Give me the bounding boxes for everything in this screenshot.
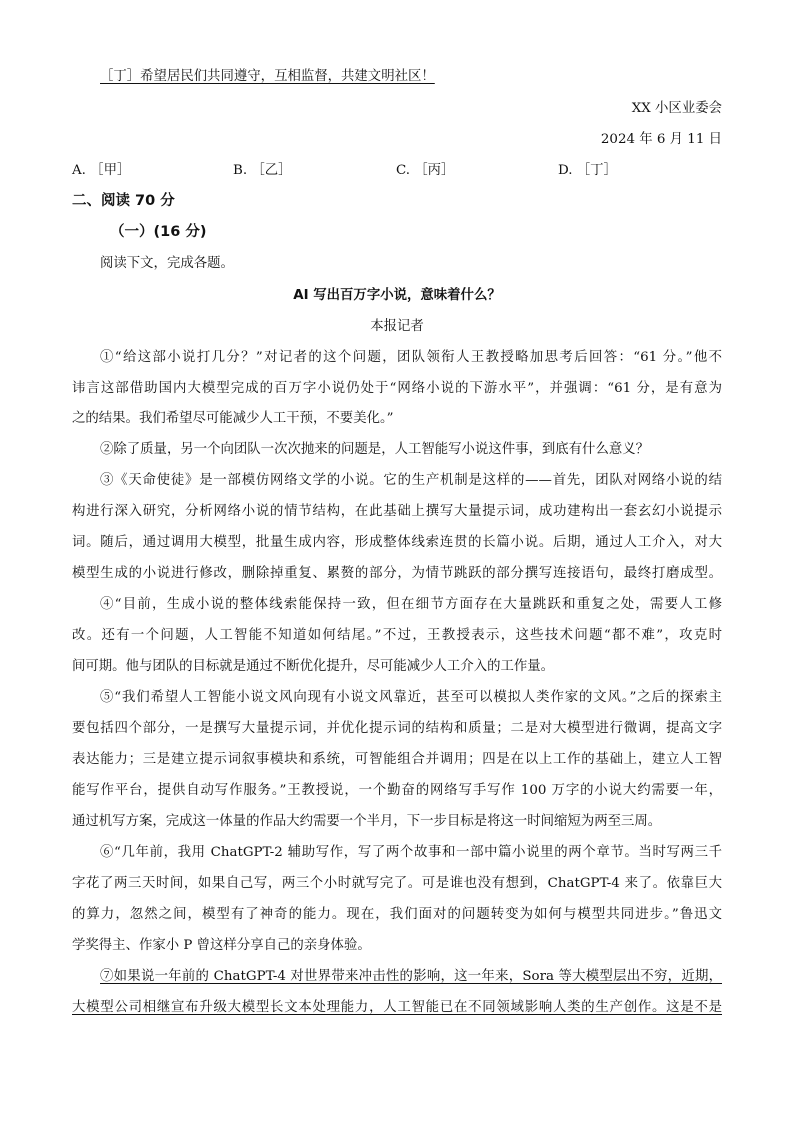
article-line: 间可期。他与团队的目标就是通过不断优化提升，尽可能减少人工介入的工作量。 [72,659,555,674]
notice-signature: XX 小区业委会 [631,101,722,116]
article-line: ③《天命使徒》是一部模仿网络文学的小说。它的生产机制是这样的——首先，团队对网络小说的结 [100,473,722,488]
article-line: 词。随后，通过调用大模型，批量生成内容，形成整体线索连贯的长篇小说。后期，通过人工介入，对大 [72,535,722,550]
article-line: 能写作平台，提供自动写作服务。”王教授说，一个勤奋的网络写手写作 100 万字的小说大约需要一年， [72,783,722,798]
article-line: 表达能力；三是建立提示词叙事模块和系统，可智能组合并调用；四是在以上工作的基础上，建立人工智 [72,752,722,767]
article-line: 字花了两三天时间，如果自己写，两三个小时就写完了。可是谁也没有想到，ChatGPT-4 来了。依靠巨大 [72,876,722,891]
option-a: A. ［甲］ [72,163,131,178]
section-instruction: 阅读下文，完成各题。 [100,256,234,271]
notice-date: 2024 年 6 月 11 日 [600,132,722,147]
article-line: 模型生成的小说进行修改，删除掉重复、累赘的部分，为情节跳跃的部分撰写连接语句，最终打磨成型。 [72,566,722,581]
article-line: ②除了质量，另一个向团队一次次抛来的问题是，人工智能写小说这件事，到底有什么意义？ [100,442,650,457]
article-line: 要包括四个部分，一是撰写大量提示词，并优化提示词的结构和质量；二是对大模型进行微调，提高文字 [72,721,722,736]
article-line: 构进行深入研究，分析网络小说的情节结构，在此基础上撰写大量提示词，成功建构出一套玄幻小说提示 [72,504,722,519]
article-line: ⑤“我们希望人工智能小说文风向现有小说文风靠近，甚至可以模拟人类作家的文风。”之后的探索主 [100,690,722,705]
option-d: D. ［丁］ [558,163,617,178]
article-line: ⑥“几年前，我用 ChatGPT-2 辅助写作，写了两个故事和一部中篇小说里的两个章节。当时写两三千 [100,845,722,860]
article-byline: 本报记者 [370,319,424,334]
article-line: ④“目前，生成小说的整体线索能保持一致，但在细节方面存在大量跳跃和重复之处，需要人工修 [100,597,722,612]
article-title: AI 写出百万字小说，意味着什么？ [293,288,501,303]
section-heading: 二、阅读 70 分 [72,193,175,209]
article-line: 的算力，忽然之间，模型有了神奇的能力。现在，我们面对的问题转变为如何与模型共同进步。”鲁迅文 [72,907,722,922]
article-line-underlined: ⑦如果说一年前的 ChatGPT-4 对世界带来冲击性的影响，这一年来，Sora 等大模型层出不穷，近期， [100,969,722,984]
section-subheading: （一）(16 分) [110,224,207,240]
article-line: 通过机写方案，完成这一体量的作品大约需要一个半月，下一步目标是将这一时间缩短为两至三周。 [72,814,662,829]
option-c: C. ［丙］ [396,163,455,178]
article-line: 讳言这部借助国内大模型完成的百万字小说仍处于“网络小说的下游水平”，并强调：“61 分，是有意为 [72,381,722,396]
article-line: 之的结果。我们希望尽可能减少人工干预，不要美化。” [72,411,394,426]
notice-line-ding: ［丁］希望居民们共同遵守，互相监督，共建文明社区！ [100,69,435,84]
article-line-underlined: 大模型公司相继宣布升级大模型长文本处理能力，人工智能已在不同领域影响人类的生产创作。这是不是 [72,1000,722,1015]
article-line: 改。还有一个问题，人工智能不知道如何结尾。”不过，王教授表示，这些技术问题“都不难”，攻克时 [72,628,722,643]
article-line: 学奖得主、作家小 P 曾这样分享自己的亲身体验。 [72,938,371,953]
article-line: ①“给这部小说打几分？”对记者的这个问题，团队领衔人王教授略加思考后回答：“61 分。”他不 [100,350,722,365]
option-b: B. ［乙］ [233,163,292,178]
